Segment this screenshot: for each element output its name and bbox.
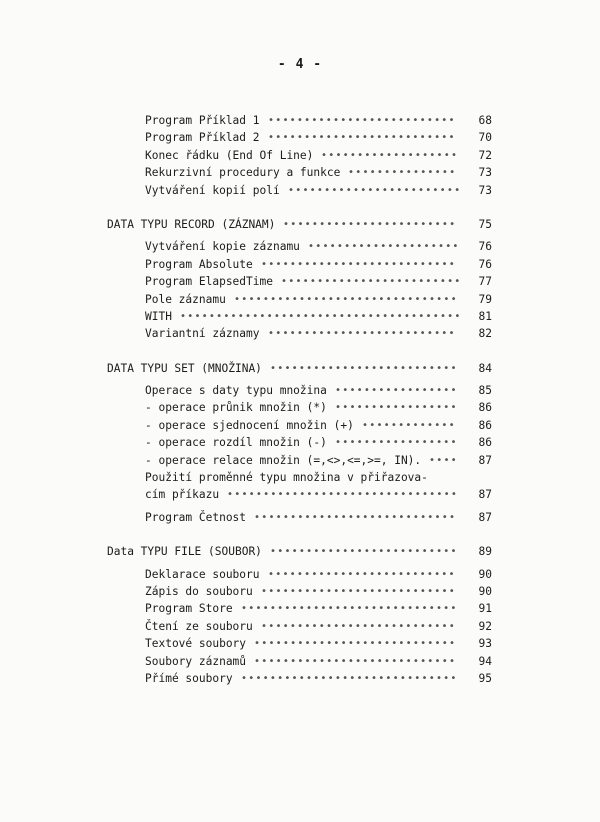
dot-leader: •••••••••••••••••••••••••••••• [241, 672, 458, 684]
toc-entry [0, 182, 600, 199]
toc-entry-title: Program Absolute [145, 257, 253, 271]
spacer [0, 343, 600, 360]
toc-entry [0, 417, 600, 434]
toc-entry-title: Konec řádku (End Of Line) [145, 148, 314, 162]
toc-page-number: 86 [478, 401, 492, 415]
toc-page-number: 76 [478, 240, 492, 254]
toc-entry [0, 325, 600, 342]
toc-entry-title: Rekurzivní procedury a funkce [145, 166, 341, 180]
spacer [0, 526, 600, 543]
toc-entry-title: - operace rozdíl množin (-) [145, 436, 327, 450]
toc-page-number: 91 [478, 602, 492, 616]
table-of-contents [0, 112, 600, 687]
dot-leader: ••••••••••••• [362, 419, 456, 431]
toc-entry-title: Data TYPU FILE (SOUBOR) [107, 545, 262, 559]
dot-leader: •••••••••••••••••••••••• [283, 218, 457, 230]
toc-page-number: 87 [478, 488, 492, 502]
dot-leader: ••••••••••••••••••••••••••• [261, 620, 456, 632]
toc-entry [0, 147, 600, 164]
toc-page-number: 87 [478, 510, 492, 524]
dot-leader: •••••••••••••••••••••••••• [270, 362, 458, 374]
toc-entry-title: Deklarace souboru [145, 567, 260, 581]
dot-leader: •••••••••••••••••••••••••••• [254, 511, 457, 523]
toc-entry [0, 291, 600, 308]
toc-entry-title: Vytváření kopií polí [145, 183, 280, 197]
toc-entry-title: Čtení ze souboru [145, 619, 253, 633]
toc-entry-title: Soubory záznamů [145, 654, 247, 668]
page-number: - 4 - [277, 57, 323, 72]
dot-leader: ••••••••••••••••••••• [308, 241, 460, 253]
toc-entry [0, 670, 600, 687]
toc-entry [0, 635, 600, 652]
dot-leader: •••••••••••••••••••••••••• [268, 568, 456, 580]
dot-leader: •••••••••••••••••••••••••• [268, 328, 456, 340]
toc-entry-title: cím příkazu [145, 488, 220, 502]
dot-leader: •••••••••••••••••••••••••••••• [241, 603, 458, 615]
dot-leader: •••••••••••••••••••••••••• [268, 132, 456, 144]
toc-page-number: 90 [478, 584, 492, 598]
toc-entry [0, 112, 600, 129]
toc-page-number: 85 [478, 384, 492, 398]
toc-entry [0, 509, 600, 526]
toc-page-number: 84 [478, 361, 492, 375]
dot-leader: ••••••••••••••••• [335, 385, 458, 397]
toc-page-number: 72 [478, 148, 492, 162]
dot-leader: •••••••••••••••••••••••••• [270, 546, 458, 558]
toc-page-number: 77 [478, 275, 492, 289]
toc-entry [0, 256, 600, 273]
dot-leader: •••••••••••••••••••••••••••• [254, 638, 457, 650]
toc-page-number: 82 [478, 327, 492, 341]
toc-entry-title: Pole záznamu [145, 292, 226, 306]
toc-entry-title: Program Store [145, 602, 233, 616]
dot-leader: •••••••••••••••••••••••••••••••• [227, 489, 459, 501]
toc-entry [0, 653, 600, 670]
toc-page-number: 81 [478, 309, 492, 323]
toc-entry [0, 164, 600, 181]
dot-leader: •••••••••••••••••••••••••••• [254, 655, 457, 667]
toc-entry-title: Použití proměnné typu množina v přiřazova- [145, 471, 428, 485]
dot-leader: ••••••••••••••••••••••••• [281, 276, 462, 288]
toc-entry [0, 273, 600, 290]
toc-entry-title: Vytváření kopie záznamu [145, 240, 300, 254]
toc-section-heading [0, 360, 600, 377]
toc-page-number: 93 [478, 637, 492, 651]
dot-leader: ••••••••••••••••••••••••••••••• [234, 293, 458, 305]
toc-entry-title: WITH [145, 309, 172, 323]
toc-entry-title: Program Příklad 1 [145, 114, 260, 127]
toc-entry [0, 583, 600, 600]
toc-page-number: 79 [478, 292, 492, 306]
toc-page-number: 75 [478, 217, 492, 231]
dot-leader: ••••••••••••••• [348, 167, 457, 179]
dot-leader: ••••••••••••••••••••••••••••••••••••••• [180, 310, 462, 322]
toc-page-number: 95 [478, 671, 492, 685]
toc-entry [0, 129, 600, 146]
toc-entry [0, 238, 600, 255]
toc-section-heading [0, 216, 600, 233]
dot-leader: ••••••••••••••••••• [321, 149, 459, 161]
toc-entry-title: - operace sjednocení množin (+) [145, 418, 354, 432]
toc-entry-title: Program ElapsedTime [145, 275, 273, 289]
toc-entry-title: - operace relace množin (=,<>,<=,>=, IN). [145, 453, 422, 467]
toc-entry [0, 382, 600, 399]
toc-entry-title: DATA TYPU RECORD (ZÁZNAM) [107, 217, 276, 231]
toc-page-number: 87 [478, 453, 492, 467]
dot-leader: ••••••••••••••••••••••••••• [261, 585, 456, 597]
toc-entry [0, 566, 600, 583]
toc-entry-title: Program Četnost [145, 510, 247, 524]
toc-page-number: 76 [478, 257, 492, 271]
toc-entry-title: Textové soubory [145, 637, 247, 651]
toc-entry [0, 434, 600, 451]
toc-entry-title: - operace průnik množin (*) [145, 401, 327, 415]
toc-entry [0, 399, 600, 416]
toc-entry-title: Program Příklad 2 [145, 131, 260, 145]
toc-page-number: 94 [478, 654, 492, 668]
toc-page-number: 92 [478, 619, 492, 633]
toc-entry-title: Operace s daty typu množina [145, 384, 327, 398]
toc-section-heading [0, 543, 600, 560]
toc-entry-title: Variantní záznamy [145, 327, 260, 341]
dot-leader: •••••••••••••••••••••••••• [268, 115, 456, 126]
dot-leader: •••• [429, 454, 458, 466]
toc-page-number: 70 [478, 131, 492, 145]
spacer [0, 199, 600, 216]
toc-page-number: 89 [478, 545, 492, 559]
toc-entry-title: Přímé soubory [145, 671, 233, 685]
dot-leader: ••••••••••••••••• [335, 402, 458, 414]
toc-page-number: 73 [478, 166, 492, 180]
toc-entry [0, 486, 600, 503]
dot-leader: ••••••••••••••••• [335, 437, 458, 449]
toc-page-number: 86 [478, 418, 492, 432]
toc-page-number: 86 [478, 436, 492, 450]
dot-leader: ••••••••••••••••••••••••••• [261, 258, 456, 270]
toc-entry [0, 600, 600, 617]
toc-entry [0, 452, 600, 469]
dot-leader: •••••••••••••••••••••••• [288, 184, 462, 196]
toc-entry [0, 618, 600, 635]
toc-entry-title: Zápis do souboru [145, 584, 253, 598]
toc-entry [0, 469, 600, 486]
toc-page-number: 73 [478, 183, 492, 197]
toc-entry-title: DATA TYPU SET (MNOŽINA) [107, 361, 262, 375]
toc-page-number: 68 [478, 114, 492, 127]
toc-entry [0, 308, 600, 325]
toc-page-number: 90 [478, 567, 492, 581]
